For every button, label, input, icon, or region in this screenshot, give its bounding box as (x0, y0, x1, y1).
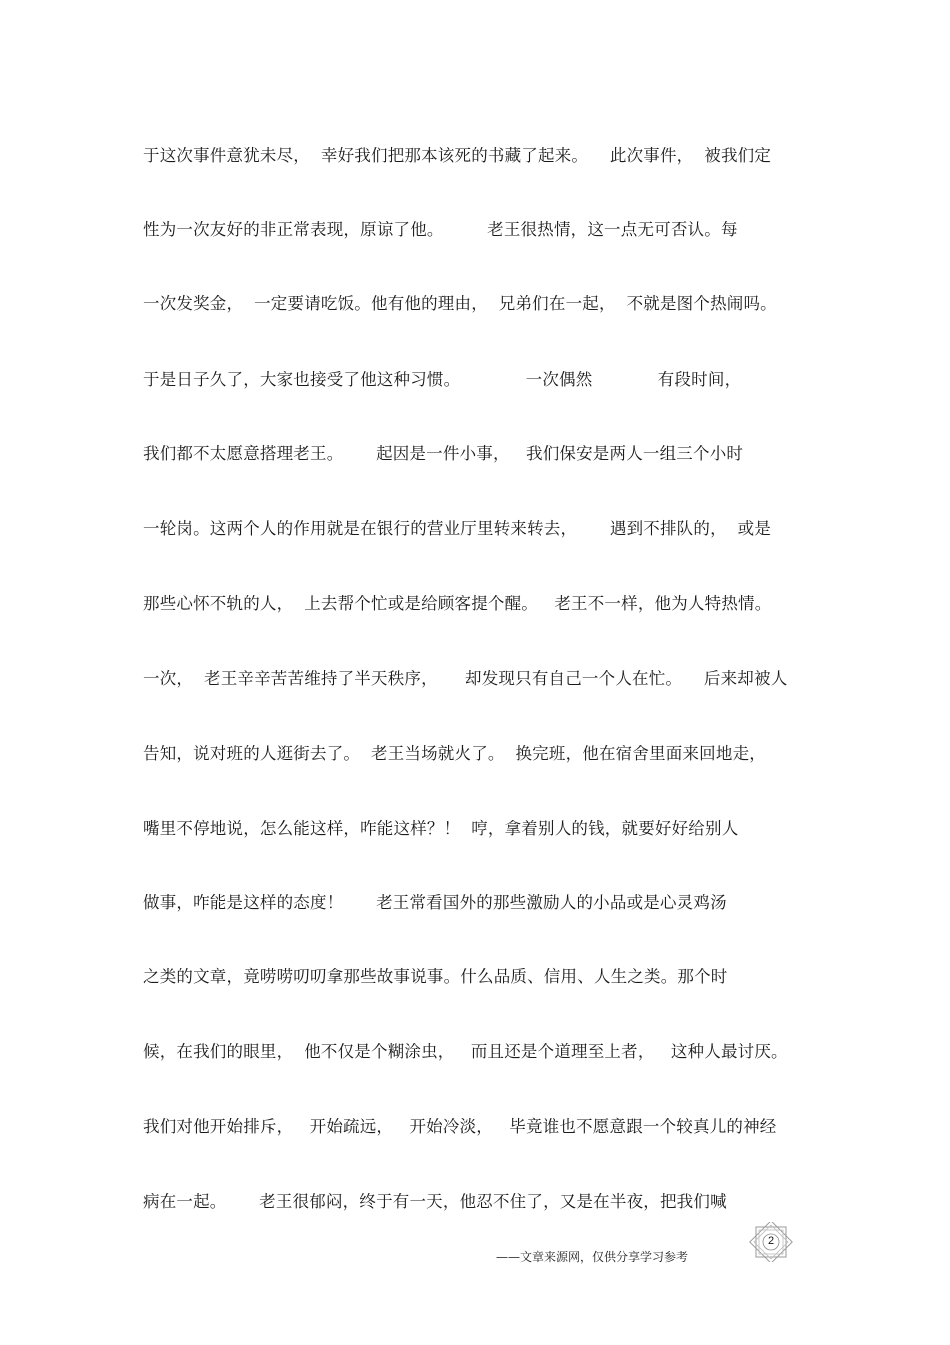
text-line: 性为一次友好的非正常表现，原谅了他。 老王很热情，这一点无可否认。每 (143, 220, 738, 239)
source-note: ——文章来源网，仅供分享学习参考 (496, 1250, 689, 1264)
text-line: 那些心怀不轨的人， 上去帮个忙或是给顾客提个醒。 老王不一样，他为人特热情。 (143, 594, 772, 613)
text-line: 一次， 老王辛辛苦苦维持了半天秩序， 却发现只有自己一个人在忙。 后来却被人 (143, 669, 788, 688)
text-line: 嘴里不停地说，怎么能这样，咋能这样？！ 哼，拿着别人的钱，就要好好给别人 (143, 819, 739, 838)
text-line: 我们都不太愿意搭理老王。 起因是一件小事， 我们保安是两人一组三个小时 (143, 444, 744, 463)
text-line: 一次发奖金， 一定要请吃饭。他有他的理由， 兄弟们在一起， 不就是图个热闹吗。 (143, 294, 777, 313)
text-line: 告知，说对班的人逛街去了。 老王当场就火了。 换完班，他在宿舍里面来回地走， (143, 744, 766, 763)
text-line: 于是日子久了，大家也接受了他这种习惯。 一次偶然 有段时间， (143, 370, 742, 389)
text-line: 之类的文章，竟唠唠叨叨拿那些故事说事。什么品质、信用、人生之类。那个时 (143, 967, 728, 986)
text-line: 于这次事件意犹未尽， 幸好我们把那本该死的书藏了起来。 此次事件， 被我们定 (143, 146, 772, 165)
text-line: 病在一起。 老王很郁闷，终于有一天，他忍不住了，又是在半夜，把我们喊 (143, 1192, 727, 1211)
page-number-badge (748, 1222, 794, 1262)
page-number: 2 (767, 1235, 775, 1247)
text-line: 做事，咋能是这样的态度！ 老王常看国外的那些激励人的小品或是心灵鸡汤 (143, 893, 727, 912)
text-line: 我们对他开始排斥， 开始疏远， 开始冷淡， 毕竟谁也不愿意跟一个较真儿的神经 (143, 1117, 777, 1136)
text-line: 一轮岗。这两个人的作用就是在银行的营业厅里转来转去， 遇到不排队的， 或是 (143, 519, 772, 538)
text-line: 候，在我们的眼里， 他不仅是个糊涂虫， 而且还是个道理至上者， 这种人最讨厌。 (143, 1042, 788, 1061)
